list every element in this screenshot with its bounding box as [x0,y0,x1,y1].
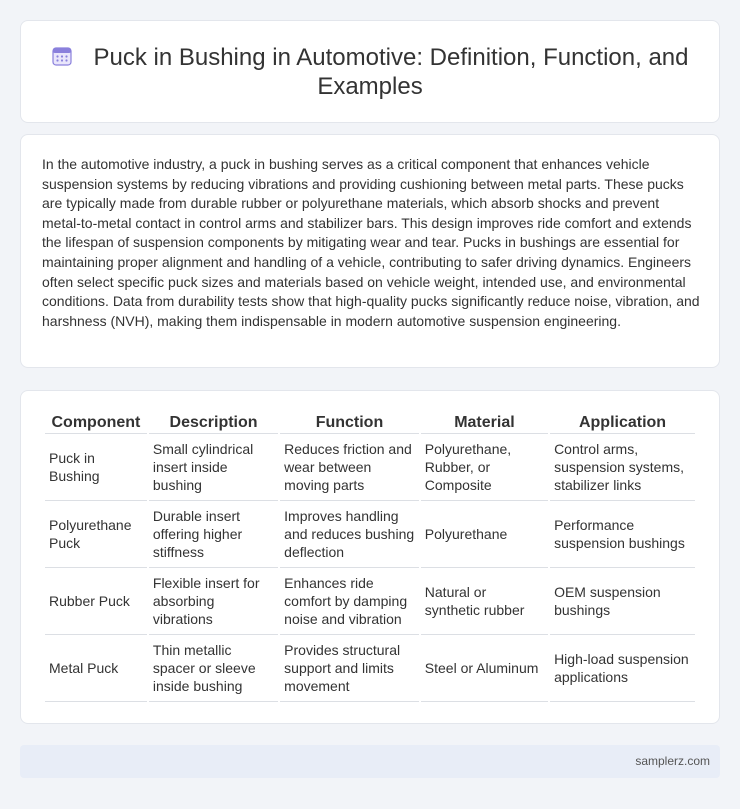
column-header: Description [149,413,278,434]
column-header: Function [280,413,419,434]
intro-paragraph: In the automotive industry, a puck in bushing serves as a critical component that enhances vehicle suspension systems by reducing vibrations and providing cushioning between metal parts. These pucks are typically made from durable rubber or polyurethane materials, which absorb shocks and prevent metal-to-metal contact in control arms and stabilizer bars. This design improves ride comfort and extends the lifespan of suspension components by mitigating wear and tear. Pucks in bushings are essential for maintaining proper alignment and handling of a vehicle, contributing to safer driving dynamics. Engineers often select specific puck sizes and materials based on vehicle weight, intended use, and environmental conditions. Data from durability tests show that high-quality pucks significantly reduce noise, vibration, and harshness (NVH), making them indispensable in modern automotive suspension engineering. [42,156,700,329]
table-cell: Puck in Bushing [45,434,147,501]
page-title: Puck in Bushing in Automotive: Definition, Function, and Examples [93,44,689,100]
column-header: Component [45,413,147,434]
table-cell: Enhances ride comfort by damping noise and vibration [280,568,419,635]
table-row [45,501,695,568]
table-card [20,390,720,724]
table-cell: Performance suspension bushings [550,501,695,568]
table-cell: High-load suspension applications [550,635,695,702]
table-row [45,635,695,702]
table-cell: Rubber Puck [45,568,147,635]
table-cell: Natural or synthetic rubber [421,568,548,635]
table-row [45,434,695,501]
column-header: Material [421,413,548,434]
column-header: Application [550,413,695,434]
title-card [20,20,720,123]
footer-site-link[interactable]: samplerz.com [635,754,710,768]
table-cell: Small cylindrical insert inside bushing [149,434,278,501]
table-cell: Polyurethane, Rubber, or Composite [421,434,548,501]
table-cell: Steel or Aluminum [421,635,548,702]
page-title-wrap [21,43,719,101]
table-cell: Provides structural support and limits movement [280,635,419,702]
table-row [45,568,695,635]
table-cell: Polyurethane [421,501,548,568]
table-cell: Improves handling and reduces bushing deflection [280,501,419,568]
table-cell: Durable insert offering higher stiffness [149,501,278,568]
table-cell: Thin metallic spacer or sleeve inside bushing [149,635,278,702]
intro-card [20,134,720,368]
table-cell: Control arms, suspension systems, stabilizer links [550,434,695,501]
table-cell: Metal Puck [45,635,147,702]
table-cell: Flexible insert for absorbing vibrations [149,568,278,635]
calendar-icon [51,45,73,67]
table-cell: Polyurethane Puck [45,501,147,568]
table-cell: Reduces friction and wear between moving parts [280,434,419,501]
table-header-row [45,413,695,434]
table-cell: OEM suspension bushings [550,568,695,635]
component-table [43,413,697,702]
footer-bar [20,745,720,778]
